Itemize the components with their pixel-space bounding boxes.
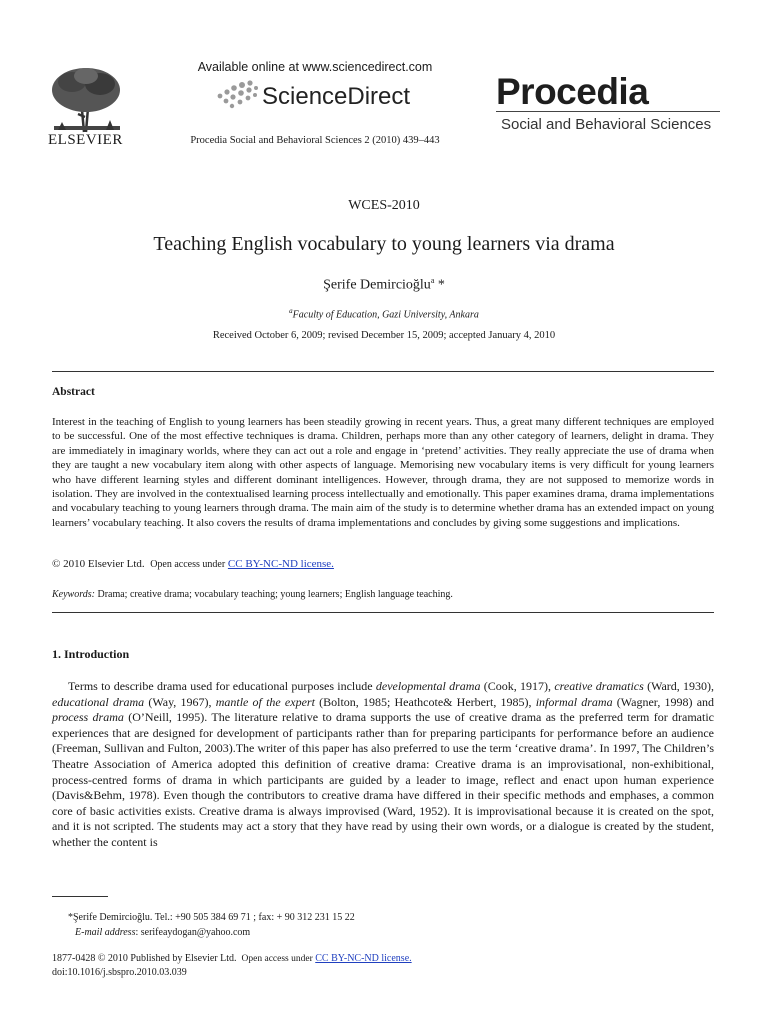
open-access-text: Open access under <box>150 559 226 570</box>
intro-term-3: educational drama <box>52 694 145 709</box>
author-affiliation-mark: a <box>430 276 435 285</box>
abstract-heading: Abstract <box>52 386 95 398</box>
keywords-text: Drama; creative drama; vocabulary teaching; young learners; English language teaching. <box>97 589 453 600</box>
author-name: Şerife Demircioğlu <box>323 277 431 293</box>
intro-term-5: informal drama <box>535 694 613 709</box>
issn-line <box>52 953 412 964</box>
issn-text: 1877-0428 © 2010 Published by Elsevier Ltd. <box>52 953 237 964</box>
affiliation-mark: a <box>289 307 293 315</box>
journal-citation: Procedia Social and Behavioral Sciences 2 (2010) 439–443 <box>190 135 440 146</box>
abstract-text: Interest in the teaching of English to young learners has been steadily growing in recent years. Thus, a great many different techniques are employed to be successful. One of the most effective techniques is drama. Children, perhaps more than any other category of learners, delight in drama. They are immediately in imaginary worlds, where they can act out a role and engage in ‘pretend’ activities. They really appreciate the use of drama when they are taught a new vocabulary item along with other aspects of language. Memorising new vocabulary items is very difficult for young learners who have different learning styles and different dominant intelligences. However, through drama, they are not supposed to memorize words in isolation. They are involved in the contextualised learning process intellectually and emotionally. This paper examines drama, drama implementations and vocabulary teaching to young learners through drama. The main aim of the study is to determine whether drama has an extended impact on young learners’ vocabulary teaching. It also covers the results of drama implementations and concludes by giving some suggestions and implications. <box>52 416 714 529</box>
footer-license-link[interactable]: CC BY-NC-ND license. <box>315 953 412 964</box>
copyright-text: © 2010 Elsevier Ltd. <box>52 558 145 570</box>
sciencedirect-brand: ScienceDirect <box>262 83 411 110</box>
author-line <box>0 276 768 294</box>
intro-text-7: (O’Neill, 1995). The literature relative to drama supports the use of creative drama as the preferred term for dramatic experiences that are designed for development of participants rather than for preparing participants for performance before an audience (Freeman, Sullivan and Fulton, 2003).The writer of this paper has also preferred to use the term ‘creative drama’. In 1997, The Children’s Theatre Association of America adopted this definition of creative drama: Creative drama is an improvisational, non-exhibitional, process-centred forms of drama in which participants are guided by a leader to image, reflect and enact upon human experience (Davis&Behm, 1978). Even though the contributors to creative drama have differed in their specific methods and emphases, a common core of basic activities exists. Creative drama is always improvised (Ward, 1952). It is improvisational because it is created on the spot, and it is not scripted. The students may act a story that they have read by using their own words, or a dialogue is created by the student, whether the content is <box>52 710 715 849</box>
intro-text-1: Terms to describe drama used for educational purposes include <box>68 679 373 693</box>
license-link[interactable]: CC BY-NC-ND license. <box>227 558 334 570</box>
doi-line: doi:10.1016/j.sbspro.2010.03.039 <box>52 967 187 978</box>
intro-term-2: creative dramatics <box>554 679 644 693</box>
available-online-text: Available online at www.sciencedirect.com <box>197 60 433 74</box>
intro-text-4: (Way, 1967), <box>148 694 212 709</box>
introduction-heading: 1. Introduction <box>52 647 130 661</box>
intro-text-2: (Cook, 1917), <box>483 679 552 693</box>
introduction-paragraph <box>52 679 714 851</box>
received-dates: Received October 6, 2009; revised December 15, 2009; accepted January 4, 2010 <box>212 330 556 341</box>
abstract-top-rule <box>52 371 714 372</box>
intro-term-1: developmental drama <box>375 679 481 693</box>
keywords-line <box>52 589 453 600</box>
procedia-subtitle: Social and Behavioral Sciences <box>501 116 712 133</box>
affiliation-text: Faculty of Education, Gazi University, Ankara <box>292 309 479 321</box>
footer-open-access: Open access under <box>241 954 313 964</box>
keywords-label: Keywords: <box>52 589 95 600</box>
corresponding-mark: * <box>434 277 445 293</box>
affiliation-line <box>0 307 768 320</box>
article-title: Teaching English vocabulary to young learners via drama <box>153 233 615 255</box>
procedia-title: Procedia <box>496 71 649 112</box>
elsevier-wordmark: ELSEVIER <box>48 132 123 148</box>
intro-text-6: (Wagner, 1998) and <box>616 694 715 709</box>
intro-term-6: process drama <box>52 710 124 725</box>
corresponding-author-footnote: *Şerife Demircioğlu. Tel.: +90 505 384 69 71 ; fax: + 90 312 231 15 22 <box>68 912 355 923</box>
email-footnote <box>75 927 250 938</box>
intro-term-4: mantle of the expert <box>215 694 315 709</box>
abstract-bottom-rule <box>52 612 714 613</box>
email-label: E-mail address <box>75 927 136 938</box>
intro-text-3: (Ward, 1930), <box>647 679 715 693</box>
email-address: : serifeaydogan@yahoo.com <box>135 927 251 938</box>
abstract-copyright <box>52 558 334 570</box>
intro-text-5: (Bolton, 1985; Heathcote& Herbert, 1985), <box>319 694 532 709</box>
conference-label: WCES-2010 <box>348 198 420 213</box>
footnote-rule <box>52 896 108 897</box>
